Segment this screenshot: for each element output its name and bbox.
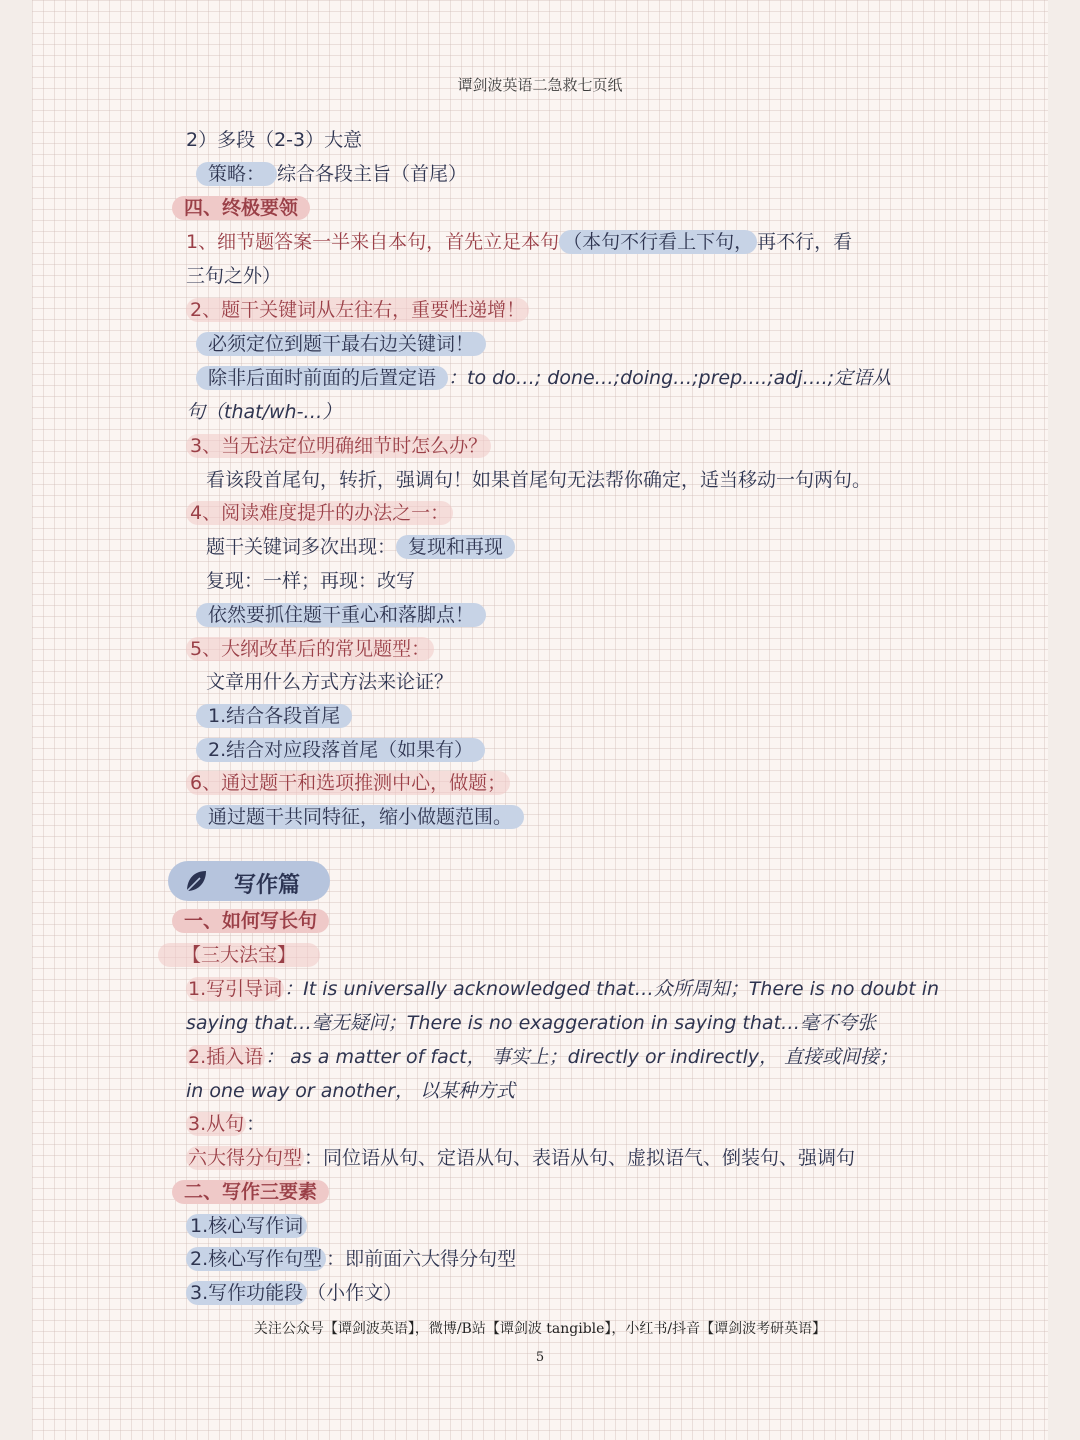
point-5-a <box>206 669 453 695</box>
point-4-a1: 题干关键词多次出现： <box>206 536 397 558</box>
writing-item-3-a <box>186 1145 855 1171</box>
writing-heading-1 <box>172 908 329 934</box>
point-4-c <box>196 602 486 628</box>
line-text: 2）多段（2-3）大意 <box>186 129 363 151</box>
point-2-a <box>196 331 486 357</box>
point-4-b-text: 复现：一样；再现：改写 <box>206 570 416 592</box>
point-5-b <box>196 703 352 729</box>
point-4 <box>186 500 453 526</box>
writing-item-2-label: 2.插入语 <box>188 1046 264 1068</box>
writing-item-3 <box>186 1111 265 1137</box>
point-1-c: 再不行，看 <box>757 231 853 253</box>
strategy-label: 策略： <box>196 162 277 186</box>
point-2-b2: ：to do…; done…;doing…;prep….;adj….;定语从 <box>448 367 892 389</box>
point-1-cont <box>186 263 281 289</box>
point-2-c-text: 句（that/wh-…） <box>186 401 342 423</box>
point-3 <box>186 433 491 459</box>
page-footer: 关注公众号【谭剑波英语】，微博/B站【谭剑波 tangible】，小红书/抖音【谭剑波考研英语】 <box>253 1321 827 1337</box>
point-3-a-text: 看该段首尾句，转折，强调句！如果首尾句无法帮你确定，适当移动一句两句。 <box>206 469 872 491</box>
strategy-text: 综合各段主旨（首尾） <box>277 163 468 185</box>
point-1-d: 三句之外） <box>186 265 282 287</box>
writing-section-title: 写作篇 <box>234 873 301 898</box>
point-2-b <box>196 365 891 391</box>
point-3-text: 3、当无法定位明确细节时怎么办？ <box>186 434 491 458</box>
point-1-a: 1、细节题答案一半来自本句，首先立足本句 <box>186 231 560 253</box>
line-strategy <box>196 161 467 187</box>
point-2-a-text: 必须定位到题干最右边关键词！ <box>196 332 486 356</box>
point-6-a-text: 通过题干共同特征，缩小做题范围。 <box>196 805 524 829</box>
writing-heading-1-text: 一、如何写长句 <box>172 909 329 933</box>
point-6-a <box>196 804 524 830</box>
writing-item-2-a: ： as a matter of fact， 事实上；directly or indirectly， 直接或间接； <box>265 1046 899 1068</box>
point-5-text: 5、大纲改革后的常见题型： <box>186 637 434 661</box>
point-4-a <box>206 534 515 560</box>
point-5-c-text: 2.结合对应段落首尾（如果有） <box>196 738 485 762</box>
point-4-b <box>206 568 415 594</box>
element-2-label: 2.核心写作句型 <box>186 1247 326 1271</box>
point-5-b-text: 1.结合各段首尾 <box>196 704 352 728</box>
element-3-text: （小作文） <box>307 1282 403 1304</box>
writing-item-1 <box>186 976 939 1002</box>
writing-item-3-label: 3.从句 <box>188 1113 245 1135</box>
writing-item-3-a-text: ：同位语从句、定语从句、表语从句、虚拟语气、倒装句、强调句 <box>304 1147 856 1169</box>
writing-item-2-cont <box>186 1078 515 1104</box>
element-1 <box>186 1213 307 1239</box>
page-number: 5 <box>535 1350 545 1365</box>
point-5-c <box>196 737 485 763</box>
element-2 <box>186 1246 516 1272</box>
writing-item-2 <box>186 1044 898 1070</box>
writing-subheading-text: 【三大法宝】 <box>158 943 320 967</box>
element-3-label: 3.写作功能段 <box>186 1281 307 1305</box>
section-heading-4 <box>172 195 310 221</box>
element-1-text: 1.核心写作词 <box>186 1214 307 1238</box>
writing-subheading <box>158 942 320 968</box>
leaf-icon <box>182 867 210 895</box>
point-2-c <box>186 399 341 425</box>
section-4-title: 四、终极要领 <box>172 196 310 220</box>
writing-item-1-b: saying that…毫无疑问；There is no exaggeration in saying that…毫不夸张 <box>186 1012 877 1034</box>
writing-heading-2 <box>172 1179 329 1205</box>
point-6 <box>186 770 510 796</box>
element-3 <box>186 1280 402 1306</box>
point-5-a-text: 文章用什么方式方法来论证？ <box>206 671 454 693</box>
point-2 <box>186 297 529 323</box>
point-1-b: （本句不行看上下句， <box>559 230 757 254</box>
writing-item-1-label: 1.写引导词 <box>188 978 283 1000</box>
element-2-text: ：即前面六大得分句型 <box>326 1248 517 1270</box>
writing-item-1-a: ：It is universally acknowledged that…众所周知；There is no doubt in <box>284 978 940 1000</box>
writing-item-2-b: in one way or another， 以某种方式 <box>186 1080 516 1102</box>
point-6-text: 6、通过题干和选项推测中心，做题； <box>186 771 510 795</box>
point-4-a2: 复现和再现 <box>396 535 515 559</box>
line-multi-paragraph <box>186 127 362 153</box>
writing-item-3-colon: ： <box>246 1113 266 1135</box>
point-4-c-text: 依然要抓住题干重心和落脚点！ <box>196 603 486 627</box>
point-2-text: 2、题干关键词从左往右，重要性递增！ <box>186 298 529 322</box>
point-3-a <box>206 467 871 493</box>
writing-heading-2-text: 二、写作三要素 <box>172 1180 329 1204</box>
point-2-b1: 除非后面时前面的后置定语 <box>196 366 448 390</box>
writing-item-1-cont <box>186 1010 876 1036</box>
writing-item-3-a-label: 六大得分句型 <box>188 1147 303 1169</box>
point-1 <box>186 229 852 255</box>
point-5 <box>186 636 434 662</box>
page-header: 谭剑波英语二急救七页纸 <box>457 76 623 94</box>
point-4-text: 4、阅读难度提升的办法之一： <box>186 501 453 525</box>
